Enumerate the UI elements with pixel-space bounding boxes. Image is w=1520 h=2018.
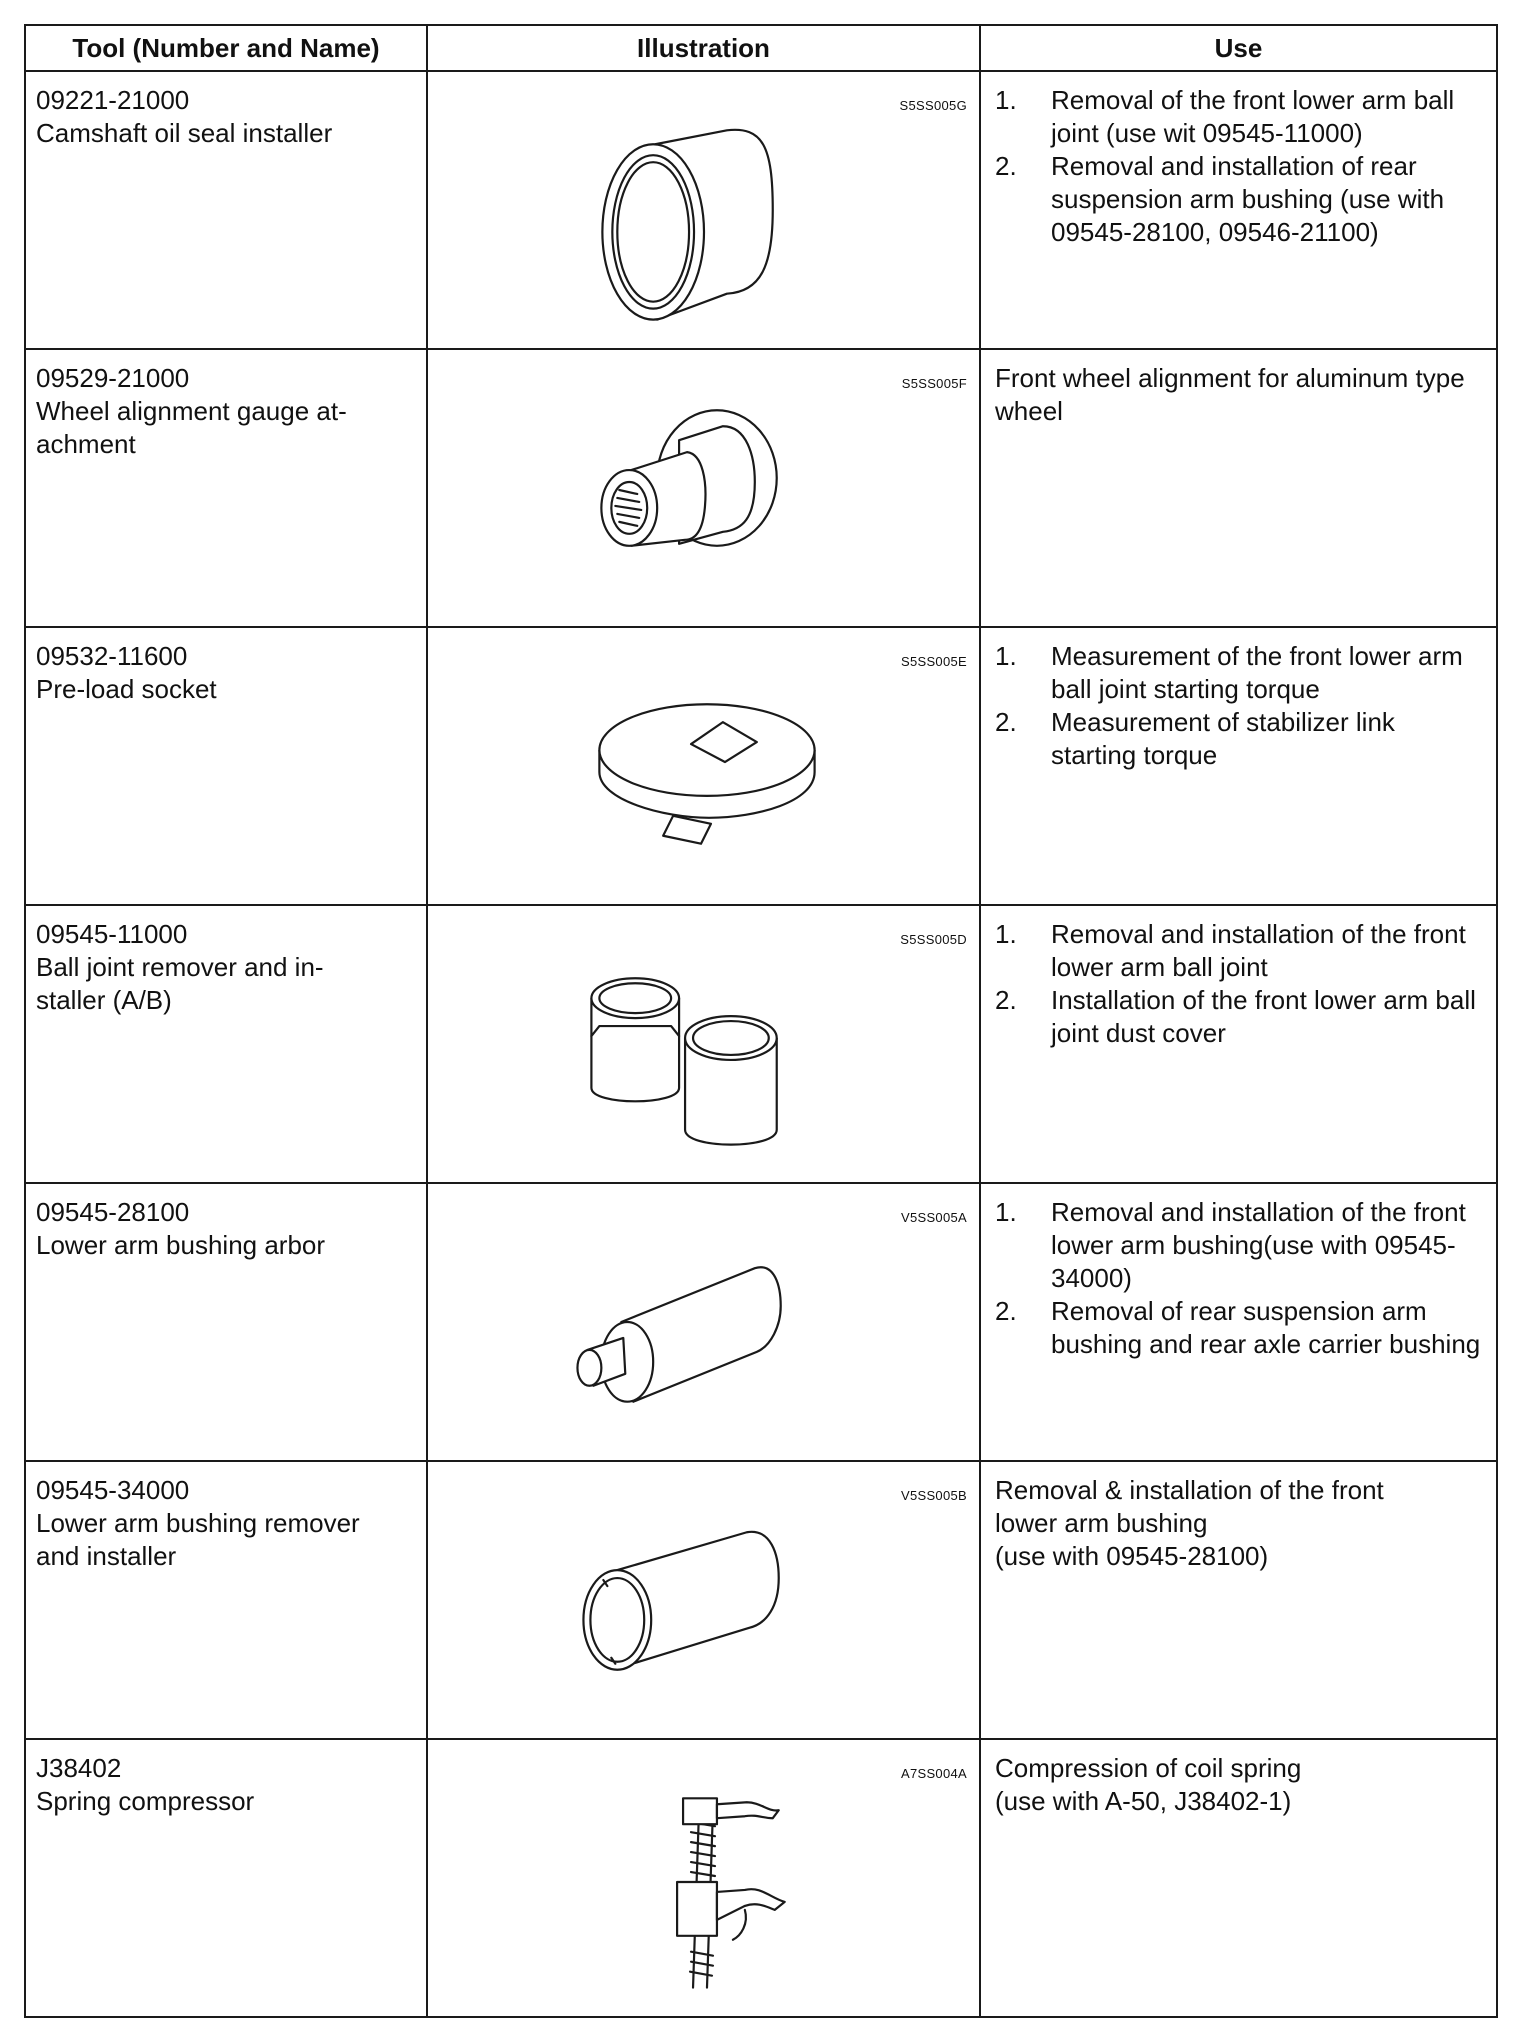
tool-name: Lower arm bushing arbor <box>36 1230 326 1260</box>
list-item: 2. Removal and installation of rear suspension arm bushing (use with 09545-28100, 09546-21100) <box>995 151 1445 247</box>
use-list <box>995 84 1482 249</box>
tool-name: Spring compressor <box>36 1786 255 1816</box>
list-item: 2. Removal of rear suspension arm bushing and rear axle carrier bushing <box>995 1296 1481 1359</box>
table-row <box>25 349 1497 627</box>
list-item: 1. Measurement of the front lower arm ball joint starting torque <box>995 641 1463 704</box>
tool-number: 09529-21000 <box>36 363 190 393</box>
tool-cell <box>25 1739 427 2017</box>
list-item: 1. Removal and installation of the front lower arm bushing(use with 09545-34000) <box>995 1197 1466 1293</box>
special-tools-table <box>24 24 1498 2018</box>
illustration-cell <box>427 627 980 905</box>
illustration-code: S5SS005F <box>901 376 967 391</box>
table-row <box>25 905 1497 1183</box>
use-cell <box>980 349 1497 627</box>
use-list <box>995 640 1482 772</box>
spring-compressor-drawing <box>428 1740 979 2016</box>
bushing-arbor-drawing <box>428 1184 979 1460</box>
illustration-cell <box>427 349 980 627</box>
tool-cell <box>25 349 427 627</box>
tool-name: Pre-load socket <box>36 674 217 704</box>
tool-cell <box>25 1461 427 1739</box>
use-text: Removal & installation of the front lower arm bushing (use with 09545-28100) <box>995 1475 1384 1571</box>
tool-name: Lower arm bushing remover and installer <box>36 1508 360 1571</box>
wheel-alignment-attachment-drawing <box>428 350 979 626</box>
header-illustration: Illustration <box>427 25 980 71</box>
table-row <box>25 71 1497 349</box>
use-cell <box>980 71 1497 349</box>
use-list <box>995 918 1482 1050</box>
illustration-code: S5SS005E <box>900 654 967 669</box>
tool-cell <box>25 627 427 905</box>
preload-socket-drawing <box>428 628 979 904</box>
table-row <box>25 1461 1497 1739</box>
tool-cell <box>25 1183 427 1461</box>
table-row <box>25 1183 1497 1461</box>
illustration-cell <box>427 71 980 349</box>
use-cell <box>980 1739 1497 2017</box>
list-item: 1. Removal and installation of the front lower arm ball joint <box>995 919 1466 982</box>
list-item: 1. Removal of the front lower arm ball joint (use wit 09545-11000) <box>995 85 1455 148</box>
use-text: Compression of coil spring (use with A-50, J38402-1) <box>995 1753 1302 1816</box>
tool-cell <box>25 905 427 1183</box>
list-item: 2. Measurement of stabilizer link starting torque <box>995 707 1395 770</box>
tool-cell <box>25 71 427 349</box>
illustration-code: V5SS005A <box>900 1210 967 1225</box>
ball-joint-remover-drawing <box>428 906 979 1182</box>
illustration-cell <box>427 1183 980 1461</box>
use-cell <box>980 1183 1497 1461</box>
tool-number: 09545-11000 <box>36 919 188 949</box>
illustration-cell <box>427 1739 980 2017</box>
illustration-code: S5SS005G <box>899 98 967 113</box>
list-item: 2. Installation of the front lower arm ball joint dust cover <box>995 985 1476 1048</box>
use-cell <box>980 627 1497 905</box>
use-cell <box>980 1461 1497 1739</box>
tool-number: 09221-21000 <box>36 85 190 115</box>
tool-number: 09545-34000 <box>36 1475 190 1505</box>
tool-name: Wheel alignment gauge at- achment <box>36 396 347 459</box>
use-cell <box>980 905 1497 1183</box>
bushing-remover-drawing <box>428 1462 979 1738</box>
illustration-code: S5SS005D <box>900 932 967 947</box>
table-row <box>25 627 1497 905</box>
oil-seal-installer-drawing <box>428 72 979 348</box>
table-row <box>25 1739 1497 2017</box>
header-row <box>25 25 1497 71</box>
header-use: Use <box>980 25 1497 71</box>
tool-name: Ball joint remover and in- staller (A/B) <box>36 952 324 1015</box>
illustration-code: A7SS004A <box>900 1766 967 1781</box>
use-text: Front wheel alignment for aluminum type wheel <box>995 363 1465 426</box>
illustration-cell <box>427 905 980 1183</box>
illustration-code: V5SS005B <box>900 1488 967 1503</box>
header-tool: Tool (Number and Name) <box>25 25 427 71</box>
tool-number: J38402 <box>36 1753 122 1783</box>
tool-number: 09532-11600 <box>36 641 188 671</box>
illustration-cell <box>427 1461 980 1739</box>
tool-number: 09545-28100 <box>36 1197 190 1227</box>
tool-name: Camshaft oil seal installer <box>36 118 333 148</box>
use-list <box>995 1196 1482 1361</box>
